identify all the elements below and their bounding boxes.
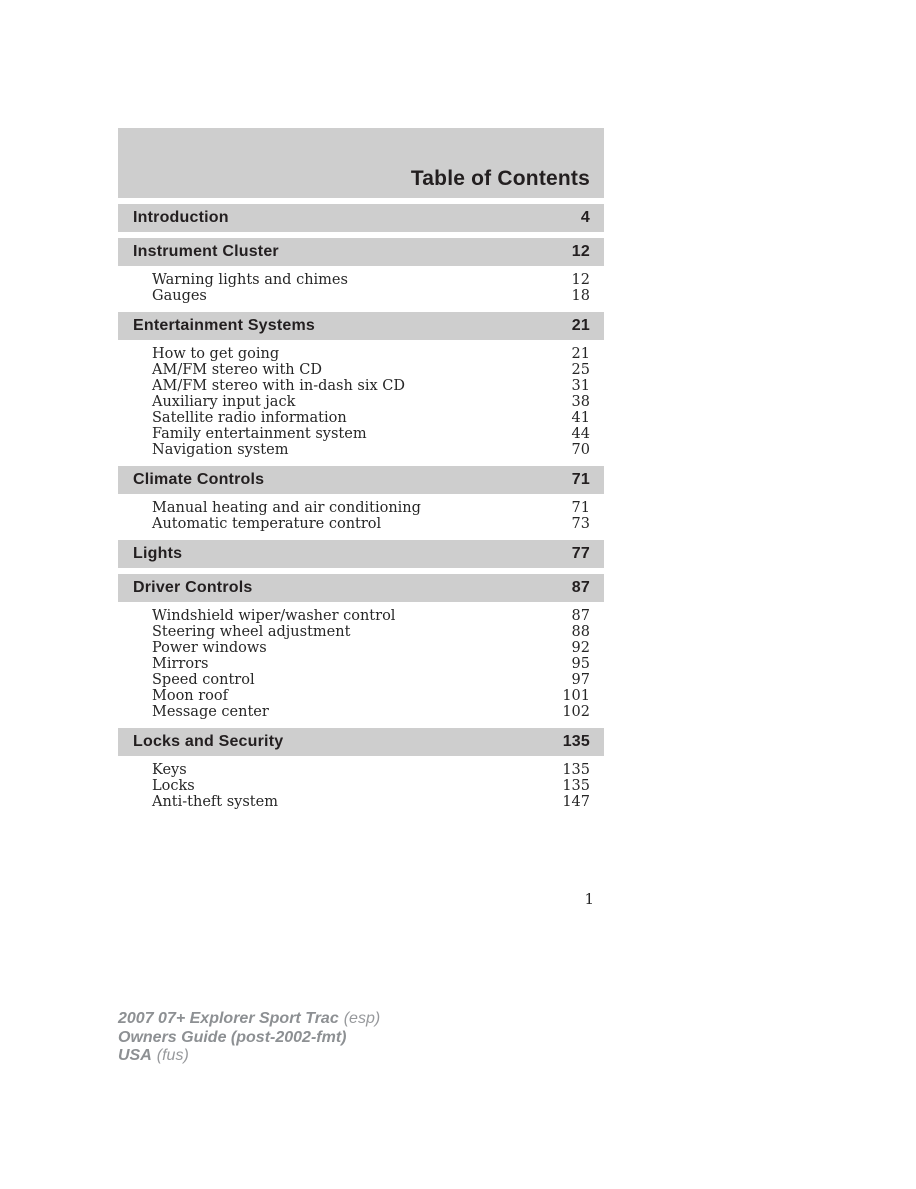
footer-line-bold: 2007 07+ Explorer Sport Trac xyxy=(118,1010,339,1027)
page-title: Table of Contents xyxy=(410,167,590,190)
footer-line-regular: (fus) xyxy=(156,1047,189,1064)
toc-item-label: Keys xyxy=(152,762,187,778)
toc-item-label: Warning lights and chimes xyxy=(152,272,348,288)
toc-item xyxy=(118,394,604,410)
toc-item-label: AM/FM stereo with in-dash six CD xyxy=(152,378,406,394)
footer-line-regular: (esp) xyxy=(343,1010,381,1027)
section-title: Lights xyxy=(133,545,183,562)
section-page: 87 xyxy=(571,579,590,596)
section-header xyxy=(118,728,604,756)
toc-item-page: 12 xyxy=(571,272,590,288)
toc-item-page: 25 xyxy=(571,362,590,378)
toc-item-label: Satellite radio information xyxy=(152,410,347,426)
section-page: 4 xyxy=(580,209,590,226)
toc-item-page: 97 xyxy=(571,672,590,688)
footer-line-bold: Owners Guide (post-2002-fmt) xyxy=(118,1028,347,1046)
toc-item-label: AM/FM stereo with CD xyxy=(152,362,322,378)
toc-item xyxy=(118,640,604,656)
toc-item-label: Automatic temperature control xyxy=(152,516,382,532)
section-header xyxy=(118,574,604,602)
section-title: Entertainment Systems xyxy=(133,317,316,334)
toc-item-label: Speed control xyxy=(152,672,255,688)
section-items xyxy=(118,340,604,460)
toc-content xyxy=(118,128,604,908)
section-page: 21 xyxy=(571,317,590,334)
toc-item-label: Power windows xyxy=(152,640,267,656)
section-page: 135 xyxy=(562,733,590,750)
toc-item-label: Manual heating and air conditioning xyxy=(152,500,421,516)
toc-item-page: 101 xyxy=(562,688,590,704)
toc-item xyxy=(118,410,604,426)
toc-item xyxy=(118,624,604,640)
toc-item-label: Steering wheel adjustment xyxy=(152,624,351,640)
section-header xyxy=(118,238,604,266)
footer-line xyxy=(118,1029,380,1048)
toc-item-page: 70 xyxy=(571,442,590,458)
section-page: 71 xyxy=(571,471,590,488)
toc-item-page: 73 xyxy=(571,516,590,532)
toc-item xyxy=(118,704,604,720)
toc-item-page: 135 xyxy=(562,778,590,794)
toc-item xyxy=(118,516,604,532)
toc-item xyxy=(118,672,604,688)
section-header xyxy=(118,466,604,494)
toc-item-page: 147 xyxy=(562,794,590,810)
toc-item-label: Anti-theft system xyxy=(152,794,278,810)
toc-item-page: 92 xyxy=(571,640,590,656)
toc-item xyxy=(118,378,604,394)
section-title: Locks and Security xyxy=(133,733,284,750)
toc-item-page: 31 xyxy=(571,378,590,394)
section-items xyxy=(118,266,604,306)
section-title: Introduction xyxy=(133,209,229,226)
toc-item xyxy=(118,272,604,288)
section-page: 12 xyxy=(571,243,590,260)
footer-line-bold: USA xyxy=(118,1047,152,1064)
section-header xyxy=(118,204,604,232)
toc-item-label: Mirrors xyxy=(152,656,209,672)
toc-item-label: Navigation system xyxy=(152,442,289,458)
toc-item xyxy=(118,442,604,458)
toc-item-page: 135 xyxy=(562,762,590,778)
section-header xyxy=(118,312,604,340)
toc-item xyxy=(118,762,604,778)
toc-item-page: 44 xyxy=(571,426,590,442)
section-title: Driver Controls xyxy=(133,579,253,596)
footer xyxy=(118,1010,380,1066)
toc-item-page: 95 xyxy=(571,656,590,672)
section-items xyxy=(118,494,604,534)
toc-item xyxy=(118,688,604,704)
toc-item xyxy=(118,346,604,362)
toc-item-page: 21 xyxy=(571,346,590,362)
section-page: 77 xyxy=(571,545,590,562)
toc-item xyxy=(118,656,604,672)
toc-item-page: 102 xyxy=(562,704,590,720)
toc-item-page: 88 xyxy=(571,624,590,640)
toc-item xyxy=(118,500,604,516)
toc-item xyxy=(118,362,604,378)
toc-item-label: Family entertainment system xyxy=(152,426,367,442)
section-items xyxy=(118,602,604,722)
toc-item-page: 41 xyxy=(571,410,590,426)
toc-item-page: 87 xyxy=(571,608,590,624)
toc-item xyxy=(118,778,604,794)
toc-item-label: Moon roof xyxy=(152,688,229,704)
toc-item-label: How to get going xyxy=(152,346,280,362)
toc-item xyxy=(118,426,604,442)
toc-item-label: Gauges xyxy=(152,288,207,304)
toc-item-page: 38 xyxy=(571,394,590,410)
section-title: Instrument Cluster xyxy=(133,243,279,260)
toc-item-label: Auxiliary input jack xyxy=(152,394,296,410)
toc-item-page: 71 xyxy=(571,500,590,516)
toc-sections xyxy=(118,204,604,812)
section-title: Climate Controls xyxy=(133,471,265,488)
toc-item-label: Windshield wiper/washer control xyxy=(152,608,396,624)
toc-header xyxy=(118,128,604,198)
toc-item xyxy=(118,288,604,304)
footer-line xyxy=(118,1047,380,1066)
page-number: 1 xyxy=(584,890,594,908)
section-header xyxy=(118,540,604,568)
toc-item-label: Locks xyxy=(152,778,195,794)
footer-line xyxy=(118,1010,380,1029)
toc-item xyxy=(118,794,604,810)
toc-item xyxy=(118,608,604,624)
toc-item-page: 18 xyxy=(571,288,590,304)
toc-item-label: Message center xyxy=(152,704,269,720)
section-items xyxy=(118,756,604,812)
